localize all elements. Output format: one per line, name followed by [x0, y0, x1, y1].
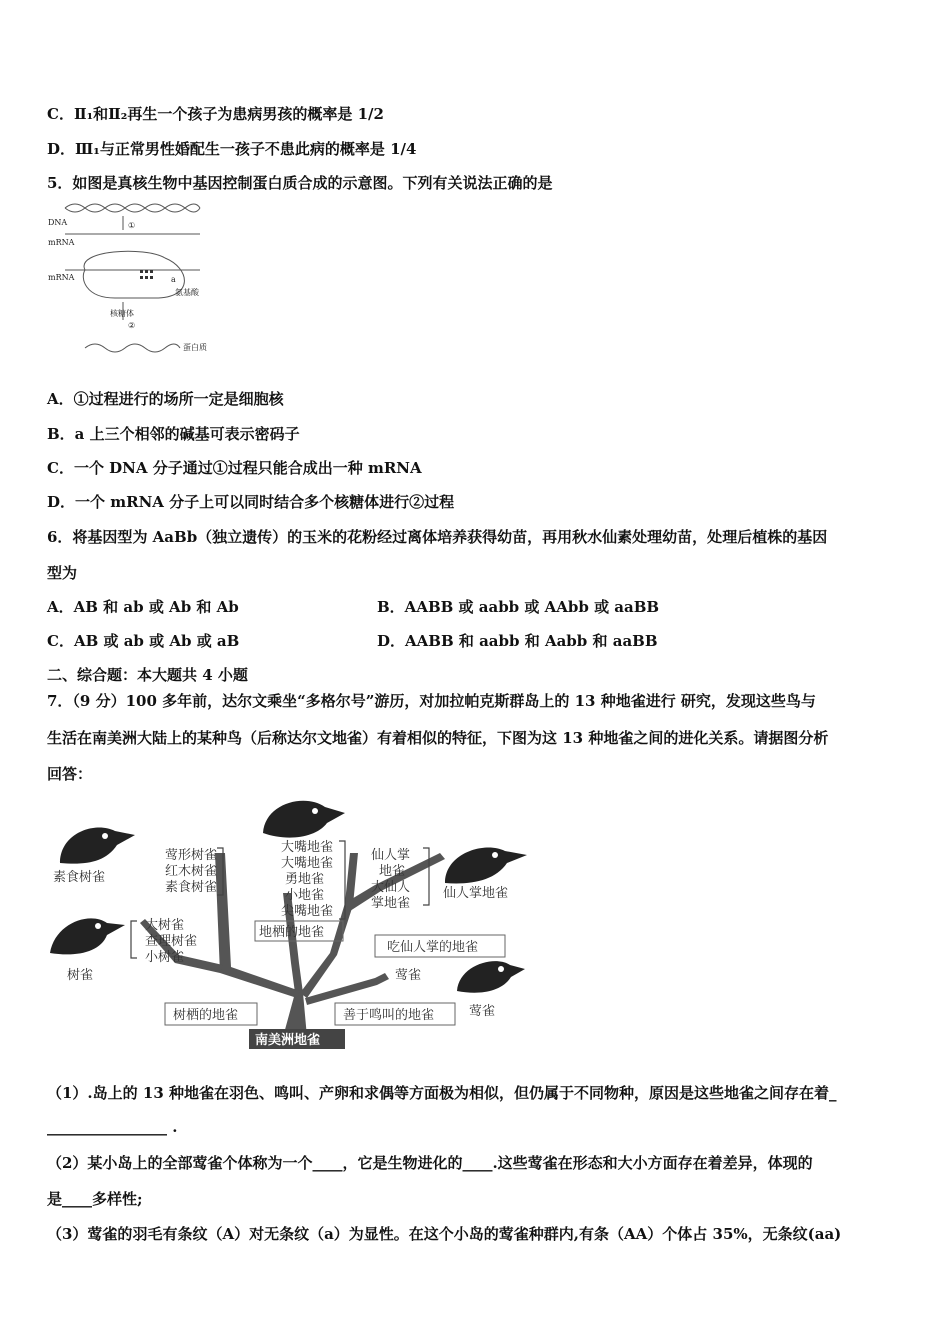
g2-name-1: 大嘴地雀 — [281, 840, 334, 855]
fig-mrna-label-2: mRNA — [48, 273, 75, 282]
g4-name-3: 小树雀 — [145, 950, 185, 965]
box-singing-finch: 善于鸣叫的地雀 — [343, 1008, 435, 1023]
q5-option-c: C．一个 DNA 分子通过①过程只能合成出一种 mRNA — [47, 459, 422, 477]
bird-label-1: 素食树雀 — [53, 870, 106, 885]
g3-name-2: 地雀 — [379, 864, 406, 879]
fig-ribosome-label: 核糖体 — [110, 309, 134, 318]
bird-label-3: 仙人掌地雀 — [443, 886, 509, 901]
fig-dna-label: DNA — [48, 218, 68, 227]
box-ground-finch: 地栖的地雀 — [259, 925, 325, 940]
q7-stem-line2: 生活在南美洲大陆上的某种鸟（后称达尔文地雀）有着相似的特征，下图为这 13 种地雀之间的进化关系。请据图分析 — [47, 729, 829, 747]
q7-part2-line1: （2）某小岛上的全部莺雀个体称为一个____，它是生物进化的____.这些莺雀在形态和大小方面存在着差异，体现的 — [47, 1154, 813, 1172]
g1-name-3: 素食树雀 — [165, 880, 218, 895]
g1-name-1: 莺形树雀 — [165, 848, 218, 863]
fig-step2-label: ② — [128, 321, 136, 330]
q5-option-d: D．一个 mRNA 分子上可以同时结合多个核糖体进行②过程 — [47, 493, 455, 511]
q7-part1-line2: ________________ . — [47, 1118, 178, 1136]
box-cactus-finch: 吃仙人掌的地雀 — [387, 940, 479, 955]
q7-stem-line1: 7．（9 分）100 多年前，达尔文乘坐“多格尔号”游历，对加拉帕克斯群岛上的 13 种地雀进行 研究，发现这些鸟与 — [47, 692, 816, 710]
bird-head-icon — [445, 848, 527, 884]
bird-label-4: 莺雀 — [469, 1004, 496, 1019]
fig-a-label: a — [171, 275, 176, 284]
g4-name-1: 大树雀 — [145, 918, 185, 933]
q7-part1-line1: （1）.岛上的 13 种地雀在羽色、鸣叫、产卵和求偶等方面极为相似，但仍属于不同物种，原因是这些地雀之间存在着_ — [47, 1084, 837, 1102]
q5-stem: 5．如图是真核生物中基因控制蛋白质合成的示意图。下列有关说法正确的是 — [47, 174, 553, 192]
q6-option-b: B．AABB 或 aabb 或 AAbb 或 aaBB — [377, 598, 660, 616]
bird-head-icon — [457, 961, 525, 993]
g3-name-1: 仙人掌 — [371, 848, 411, 863]
g3-name-4: 掌地雀 — [371, 896, 411, 911]
fig-protein-label: 蛋白质 — [183, 343, 207, 352]
q6-stem-line1: 6．将基因型为 AaBb（独立遗传）的玉米的花粉经过离体培养获得幼苗，再用秋水仙素处理幼苗，处理后植株的基因 — [47, 528, 828, 546]
q6-option-d: D．AABB 和 aabb 和 Aabb 和 aaBB — [377, 632, 658, 650]
g2-name-5: 尖嘴地雀 — [281, 904, 334, 919]
g2-name-2: 大嘴地雀 — [281, 856, 334, 871]
bird-label-2: 树雀 — [67, 968, 94, 983]
g3-name-3: 大仙人 — [371, 880, 411, 895]
q4-option-c: C．Ⅱ₁和Ⅱ₂再生一个孩子为患病男孩的概率是 1/2 — [47, 105, 384, 123]
q4-option-d: D．Ⅲ₁与正常男性婚配生一孩子不患此病的概率是 1/4 — [47, 140, 417, 158]
warbler-branch-label: 莺雀 — [395, 968, 422, 983]
box-tree-finch: 树栖的地雀 — [173, 1008, 239, 1023]
g2-name-4: 小地雀 — [285, 888, 325, 903]
g4-name-2: 查理树雀 — [145, 934, 198, 949]
g2-name-3: 勇地雀 — [285, 872, 325, 887]
root-label: 南美洲地雀 — [255, 1033, 321, 1048]
fig-amino-acid-label: 氨基酸 — [175, 288, 199, 297]
fig-step1-label: ① — [128, 221, 136, 230]
q7-stem-line3: 回答： — [47, 765, 93, 783]
protein-synthesis-diagram — [45, 198, 225, 360]
g1-name-2: 红木树雀 — [165, 864, 218, 879]
finch-evolution-tree — [45, 793, 535, 1051]
q6-option-a: A．AB 和 ab 或 Ab 和 Ab — [47, 598, 239, 616]
section-heading: 二、综合题：本大题共 4 小题 — [47, 666, 248, 684]
q7-part3-line1: （3）莺雀的羽毛有条纹（A）对无条纹（a）为显性。在这个小岛的莺雀种群内,有条（AA）个体占 35%，无条纹(aa) — [47, 1225, 842, 1243]
bird-head-icon — [50, 918, 125, 954]
q7-part2-line2: 是____多样性; — [47, 1190, 143, 1208]
bird-head-icon — [60, 828, 135, 864]
q5-option-b: B．a 上三个相邻的碱基可表示密码子 — [47, 425, 300, 443]
fig-mrna-label-1: mRNA — [48, 238, 75, 247]
q5-option-a: A．①过程进行的场所一定是细胞核 — [47, 390, 284, 408]
q6-option-c: C．AB 或 ab 或 Ab 或 aB — [47, 632, 240, 650]
bird-head-icon — [263, 801, 345, 838]
q6-stem-line2: 型为 — [47, 564, 78, 582]
